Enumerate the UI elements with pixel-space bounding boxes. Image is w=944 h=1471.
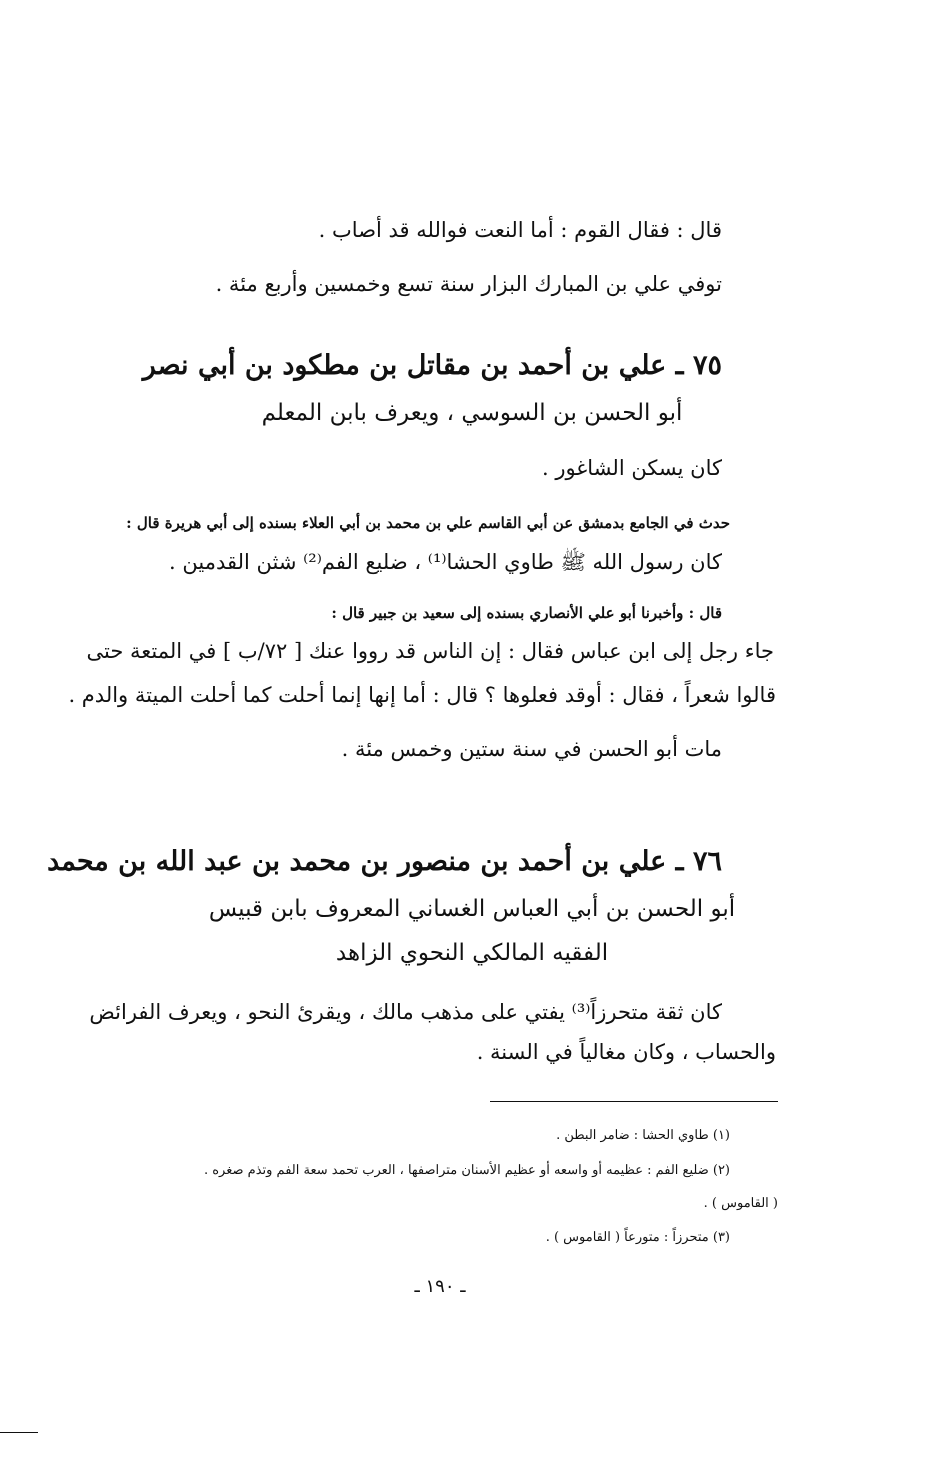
text-line-6: قال : وأخبرنا أبو علي الأنصاري بسنده إلى سعيد بن جبير قال : — [331, 604, 722, 622]
text-line-9: مات أبو الحسن في سنة ستين وخمس مئة . — [341, 737, 722, 761]
footnote-1: (١) طاوي الحشا : ضامر البطن . — [556, 1128, 730, 1143]
text-line-11: والحساب ، وكان مغالياً في السنة . — [476, 1040, 776, 1064]
entry-76-subtitle-1: أبو الحسن بن أبي العباس الغساني المعروف بابن قبيس — [208, 896, 736, 922]
footnote-separator — [490, 1101, 778, 1102]
page-number: ـ ١٩٠ ـ — [414, 1276, 466, 1297]
text-line-8: قالوا شعراً ، فقال : أوقد فعلوها ؟ قال : أما إنها إنما أحلت كما أحلت الميتة والدم . — [68, 683, 776, 707]
text-line-2: توفي علي بن المبارك البزار سنة تسع وخمسين وأربع مئة . — [215, 272, 722, 296]
bottom-edge-mark — [0, 1432, 38, 1433]
text-line-3: كان يسكن الشاغور . — [541, 456, 722, 480]
text-line-5: كان رسول الله ﷺ طاوي الحشا⁽¹⁾ ، ضليع الفم⁽²⁾ شثن القدمين . — [169, 550, 722, 574]
entry-76-subtitle-2: الفقيه المالكي النحوي الزاهد — [335, 940, 609, 966]
footnote-2: (٢) ضليع الفم : عظيمه أو واسعه أو عظيم الأسنان متراصفها ، العرب تحمد سعة الفم وتذم صغره . — [203, 1163, 730, 1178]
text-line-4: حدث في الجامع بدمشق عن أبي القاسم علي بن محمد بن أبي العلاء بسنده إلى أبي هريرة قال : — [126, 514, 730, 532]
entry-75-subtitle: أبو الحسن بن السوسي ، ويعرف بابن المعلم — [261, 400, 683, 426]
text-line-1: قال : فقال القوم : أما النعت فوالله قد أصاب . — [318, 218, 722, 242]
footnote-2-cont: ( القاموس ) . — [703, 1196, 778, 1211]
entry-76-title: ٧٦ ـ علي بن أحمد بن منصور بن محمد بن عبد الله بن محمد — [47, 846, 722, 877]
text-line-7: جاء رجل إلى ابن عباس فقال : إن الناس قد رووا عنك [ ٧٢/ب ] في المتعة حتى — [86, 639, 774, 663]
entry-75-title: ٧٥ ـ علي بن أحمد بن مقاتل بن مطكود بن أبي نصر — [142, 350, 722, 381]
text-line-10: كان ثقة متحرزاً⁽³⁾ يفتي على مذهب مالك ، ويقرئ النحو ، ويعرف الفرائض — [89, 1000, 722, 1024]
footnote-3: (٣) متحرزاً : متورعاً ( القاموس ) . — [545, 1230, 730, 1245]
